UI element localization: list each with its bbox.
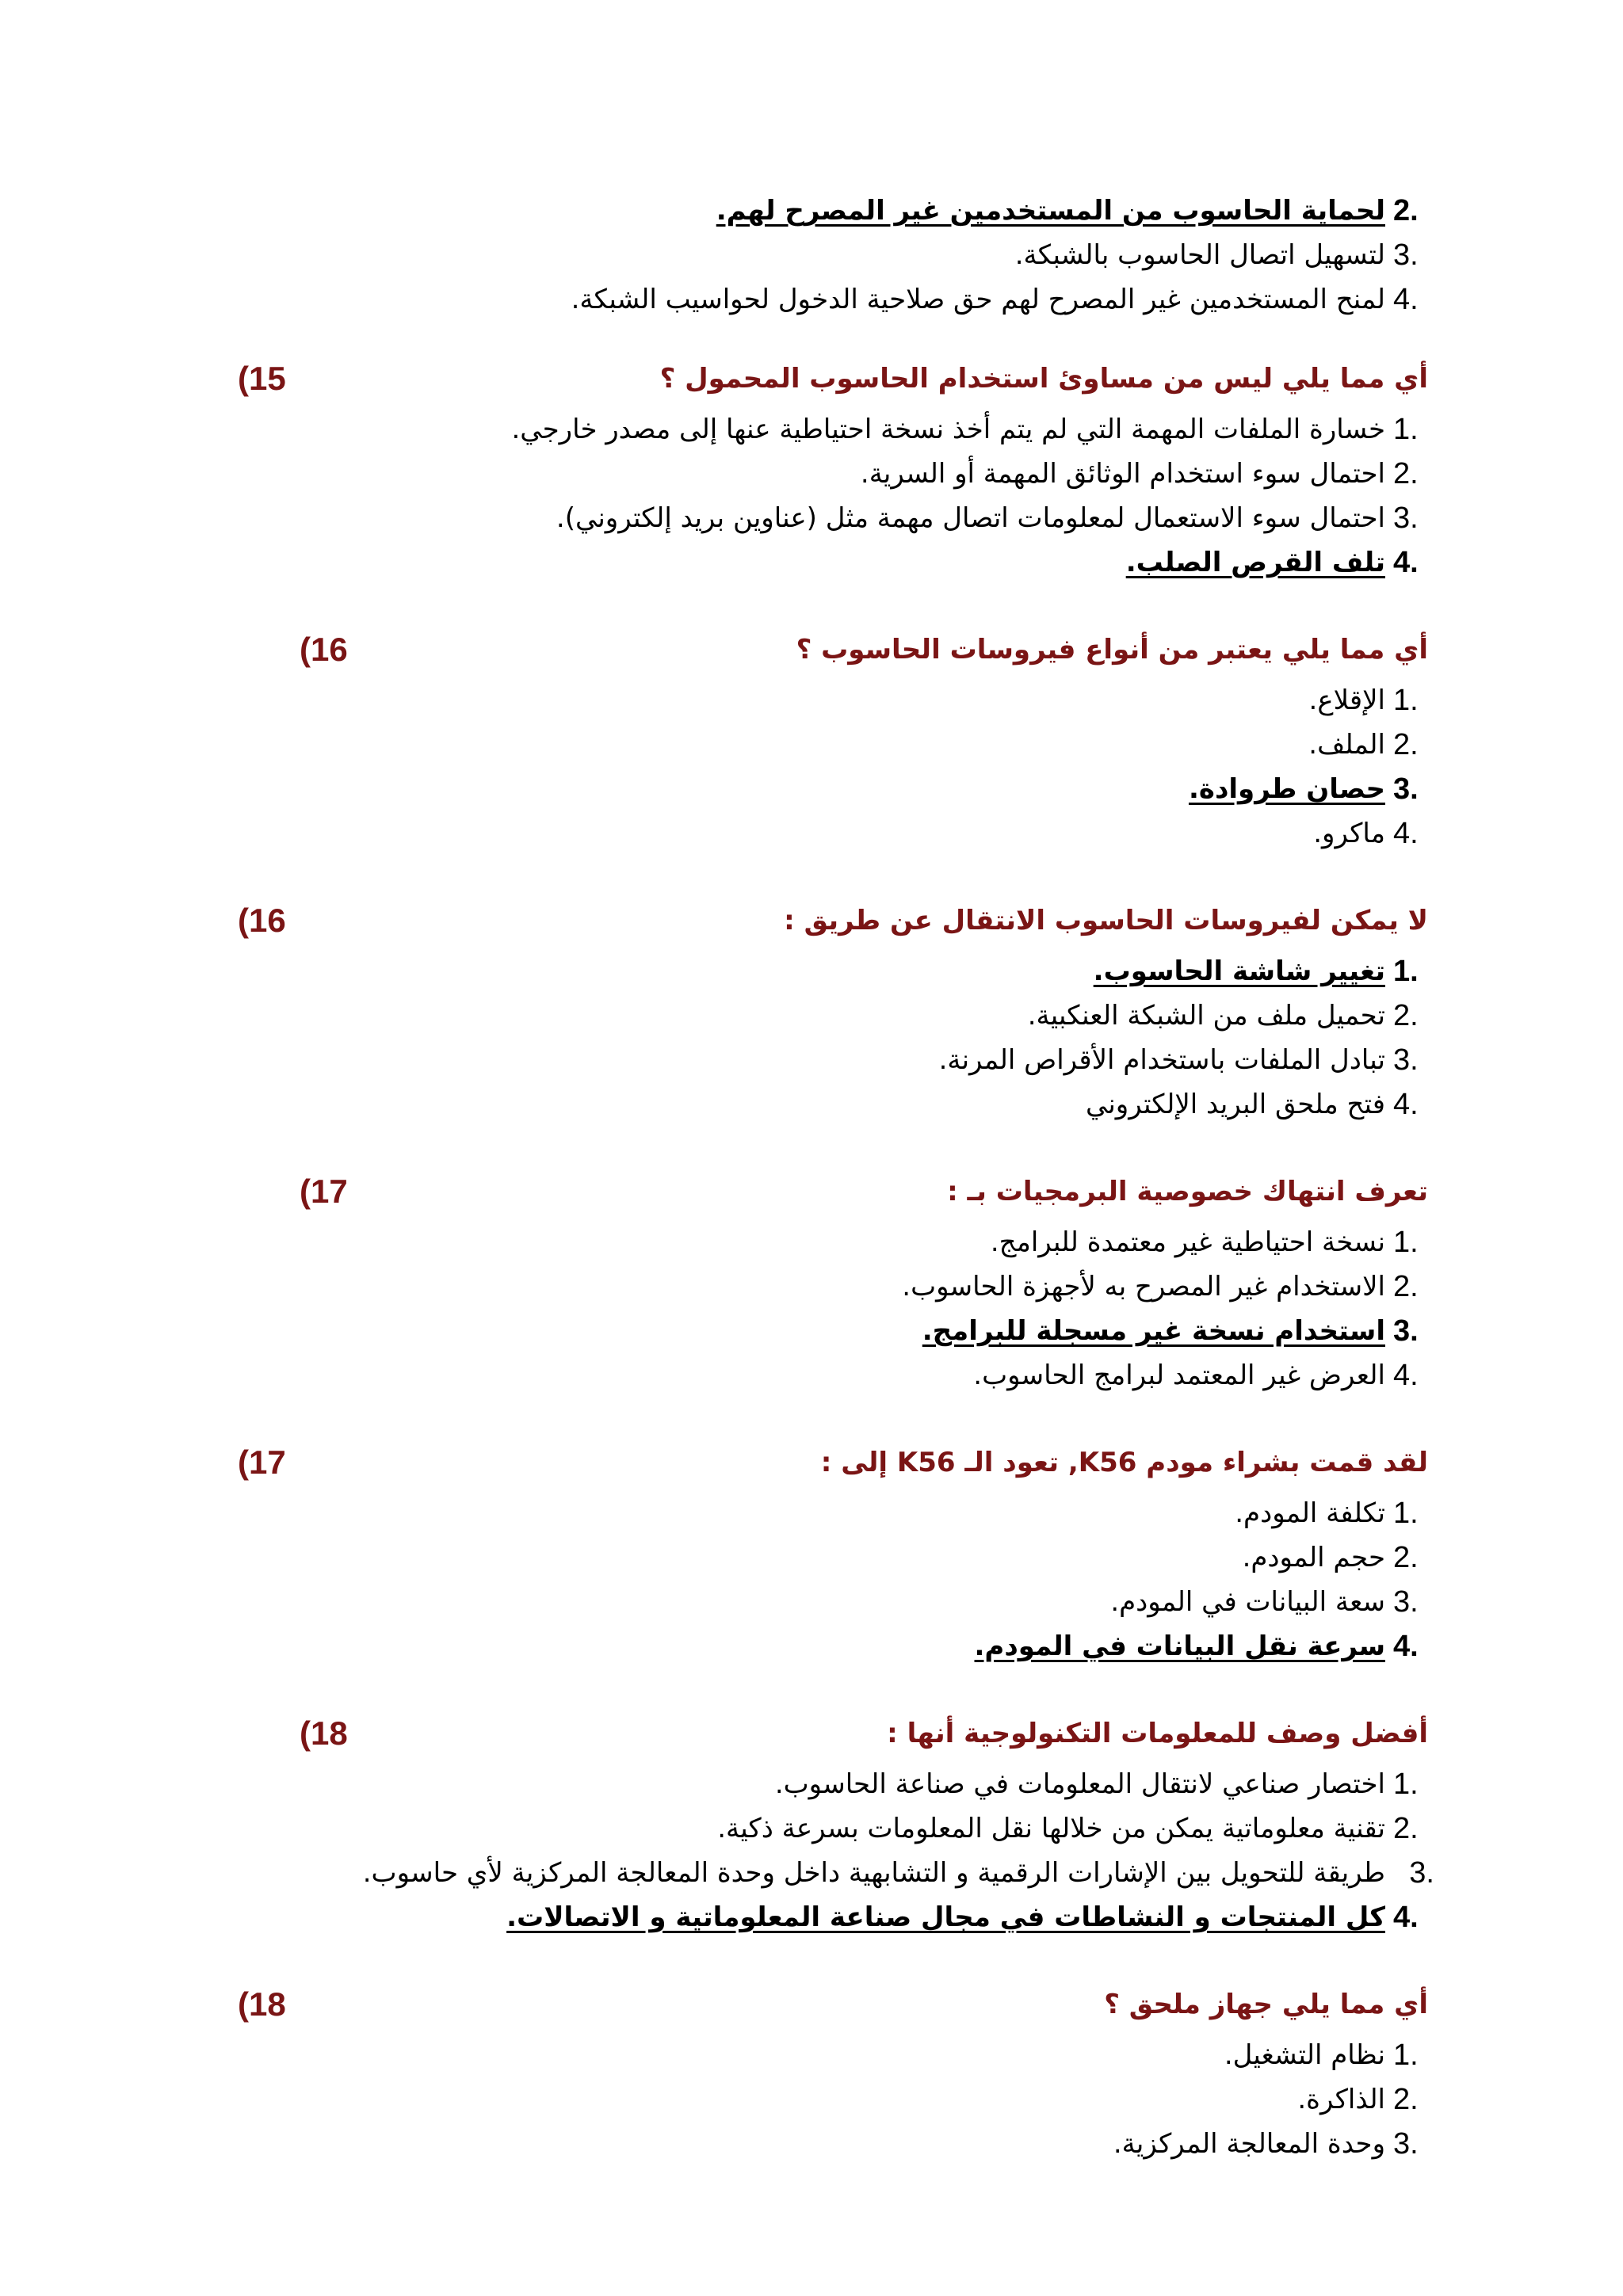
answer-number: 3. [1393,1314,1419,1348]
question-header [238,631,1434,678]
answer-list [238,2033,1434,2166]
answer-number: 2. [1393,999,1419,1032]
answer-text: احتمال سوء الاستعمال لمعلومات اتصال مهمة مثل (عناوين بريد إلكتروني). [556,502,1385,534]
document-content [238,189,1434,2212]
answer-list [238,678,1434,856]
question-text: لا يمكن لفيروسات الحاسوب الانتقال عن طريق : [784,905,1428,936]
question-block [238,902,1434,1127]
answer-number: 4. [1393,1901,1419,1934]
answer-item [238,949,1434,994]
answer-item [238,994,1434,1038]
answer-item [238,233,1434,277]
answer-number: 3. [1393,1585,1419,1619]
answer-text: الاستخدام غير المصرح به لأجهزة الحاسوب. [902,1271,1385,1302]
answer-text: تقنية معلوماتية يمكن من خلالها نقل المعلومات بسرعة ذكية. [717,1813,1385,1844]
question-header [238,902,1434,949]
question-number: (15 [238,360,286,397]
answer-number: 3. [1393,1043,1419,1077]
answer-item [238,1535,1434,1580]
answer-number: 1. [1393,1226,1419,1259]
answer-item [238,1895,1434,1939]
answer-item [238,1082,1434,1127]
answer-number: 4. [1393,283,1419,316]
answer-number: 3. [1393,502,1419,535]
answer-item [238,2122,1434,2166]
question-number: (16 [300,631,348,668]
question-block [238,1173,1434,1398]
answer-text: الملف. [1308,729,1385,761]
answer-item [238,678,1434,723]
answer-text: ماكرو. [1313,818,1385,849]
question-text: تعرف انتهاك خصوصية البرمجيات بـ : [947,1176,1428,1207]
answer-text: طريقة للتحويل بين الإشارات الرقمية و التشابهية داخل وحدة المعالجة المركزية لأي حاسوب. [362,1857,1385,1889]
answer-item [238,1309,1434,1353]
answer-number: 3. [1393,772,1419,806]
answer-text: لحماية الحاسوب من المستخدمين غير المصرح لهم. [716,195,1385,227]
answer-item [238,277,1434,322]
answer-number: 3. [1393,238,1419,272]
answer-list [238,1762,1434,1939]
question-text: أي مما يلي جهاز ملحق ؟ [1104,1989,1428,2020]
answer-text: فتح ملحق البريد الإلكتروني [1085,1089,1385,1120]
answer-text: الذاكرة. [1297,2084,1385,2115]
answer-text: احتمال سوء استخدام الوثائق المهمة أو السرية. [860,458,1385,490]
answer-text: لتسهيل اتصال الحاسوب بالشبكة. [1014,239,1385,271]
answer-number: 2. [1393,728,1419,761]
question-header [238,1444,1434,1491]
answer-number: 3. [1409,1856,1434,1890]
answer-item [238,452,1434,496]
answer-number: 2. [1393,1812,1419,1845]
answer-text: كل المنتجات و النشاطات في مجال صناعة المعلوماتية و الاتصالات. [506,1901,1385,1933]
question-number: (18 [238,1985,286,2023]
answer-text: سرعة نقل البيانات في المودم. [974,1630,1385,1662]
answer-number: 4. [1393,1088,1419,1121]
question-block [238,1985,1434,2166]
answer-text: تكلفة المودم. [1235,1497,1385,1529]
answer-number: 3. [1393,2127,1419,2161]
answer-item [238,1624,1434,1669]
answer-text: اختصار صناعي لانتقال المعلومات في صناعة الحاسوب. [774,1768,1385,1800]
answer-item [238,2033,1434,2077]
answer-number: 1. [1393,2039,1419,2072]
answer-number: 4. [1393,817,1419,850]
question-number: (16 [238,902,286,939]
answer-text: لمنح المستخدمين غير المصرح لهم حق صلاحية الدخول لحواسيب الشبكة. [571,284,1385,315]
answer-text: سعة البيانات في المودم. [1110,1586,1385,1618]
answer-item [238,1264,1434,1309]
answer-item [238,1038,1434,1082]
answer-text: خسارة الملفات المهمة التي لم يتم أخذ نسخة احتياطية عنها إلى مصدر خارجي. [511,414,1385,445]
question-text: أفضل وصف للمعلومات التكنولوجية أنها : [887,1718,1428,1749]
answer-number: 2. [1393,2083,1419,2116]
question-block [238,1444,1434,1669]
answer-number: 2. [1393,1270,1419,1303]
question-header [238,1173,1434,1220]
answer-item [238,1491,1434,1535]
question-number: (18 [300,1714,348,1752]
answer-item [238,1762,1434,1806]
question-block [238,631,1434,856]
answer-text: استخدام نسخة غير مسجلة للبرامج. [922,1315,1385,1347]
question-block [238,1714,1434,1939]
question-number: (17 [238,1444,286,1481]
question-14-continued [238,189,1434,322]
answer-item [238,1353,1434,1398]
answer-number: 4. [1393,546,1419,579]
question-header [238,360,1434,407]
answer-item [238,2077,1434,2122]
answer-text: حصان طروادة. [1188,773,1385,805]
answer-text: نظام التشغيل. [1224,2039,1385,2071]
answer-number: 4. [1393,1630,1419,1663]
answer-number: 1. [1393,1768,1419,1801]
answer-text: تبادل الملفات باستخدام الأقراص المرنة. [938,1044,1385,1076]
answer-text: تحميل ملف من الشبكة العنكبية. [1027,1000,1385,1032]
answer-item [238,1851,1434,1895]
question-text: أي مما يلي ليس من مساوئ استخدام الحاسوب المحمول ؟ [659,363,1428,395]
answer-list [238,407,1434,585]
answer-text: الإقلاع. [1308,685,1385,716]
answer-item [238,540,1434,585]
question-number: (17 [300,1173,348,1210]
answer-item [238,189,1434,233]
answer-item [238,1806,1434,1851]
answer-number: 1. [1393,684,1419,717]
answer-text: العرض غير المعتمد لبرامج الحاسوب. [973,1360,1385,1391]
answer-number: 1. [1393,955,1419,988]
answer-text: نسخة احتياطية غير معتمدة للبرامج. [990,1226,1385,1258]
answer-list [238,949,1434,1127]
answer-item [238,1220,1434,1264]
answer-number: 4. [1393,1359,1419,1392]
answer-number: 1. [1393,413,1419,446]
question-block [238,360,1434,585]
answer-item [238,407,1434,452]
question-text: أي مما يلي يعتبر من أنواع فيروسات الحاسوب ؟ [796,634,1428,666]
question-header [238,1714,1434,1762]
answer-text: تغيير شاشة الحاسوب. [1093,955,1385,987]
answer-number: 2. [1393,1541,1419,1574]
answer-number: 1. [1393,1497,1419,1530]
question-header [238,1985,1434,2033]
answer-item [238,723,1434,767]
answer-number: 2. [1393,457,1419,490]
answer-item [238,767,1434,811]
answer-item [238,1580,1434,1624]
answer-text: تلف القرص الصلب. [1125,547,1385,578]
answer-list [238,1491,1434,1669]
answer-number: 2. [1393,194,1419,227]
question-text: لقد قمت بشراء مودم K56, تعود الـ K56 إلى : [820,1447,1428,1478]
answer-text: حجم المودم. [1242,1542,1385,1573]
answer-list [238,189,1434,322]
answer-text: وحدة المعالجة المركزية. [1113,2128,1385,2160]
answer-item [238,811,1434,856]
answer-list [238,1220,1434,1398]
answer-item [238,496,1434,540]
